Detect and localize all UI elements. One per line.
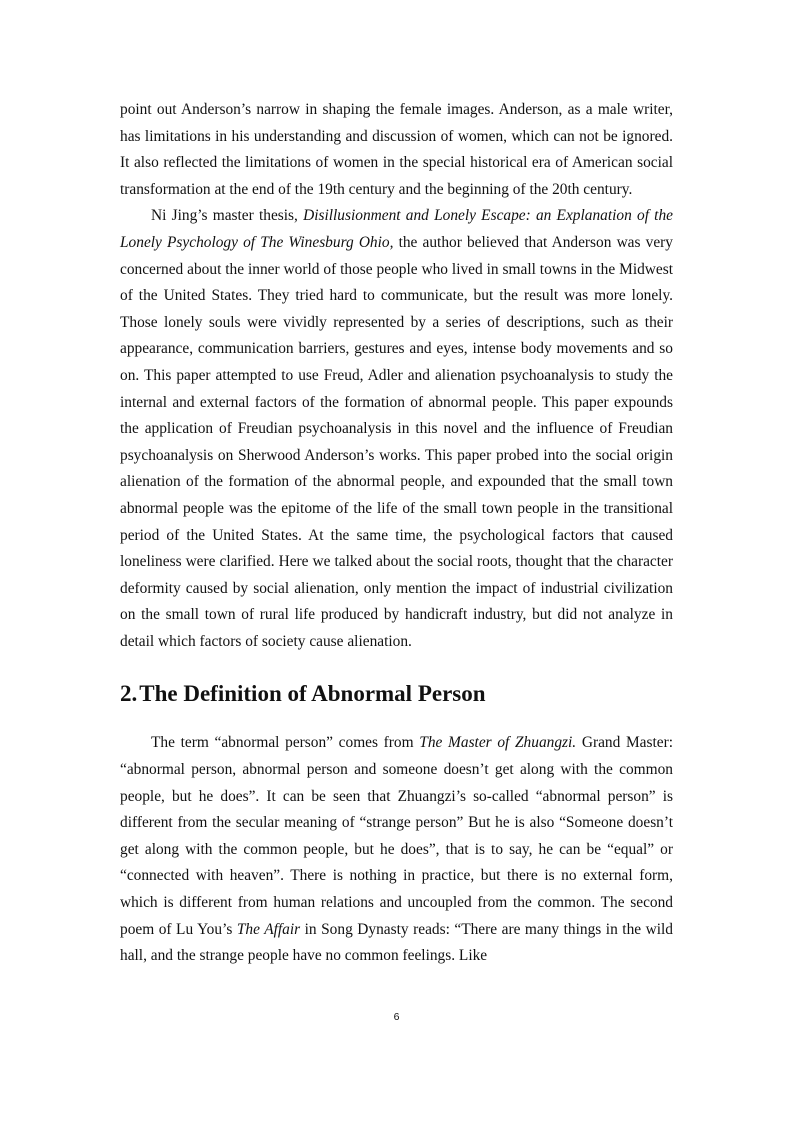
paragraph-lead: The term “abnormal person” comes from — [151, 734, 420, 752]
thesis-title: Disillusionment and Lonely Escape: an Explanation of the Lonely Psychology of The Winesburg Ohio, — [120, 207, 673, 251]
paragraph-text: point out Anderson’s narrow in shaping the female images. Anderson, as a male writer, has limitations in his understanding and discussion of women, which can not be ignored. It also reflected the limitations of women in the special historical era of American social transformation at the end of the 19th century and the beginning of the 20th century. — [120, 101, 673, 198]
page-body — [120, 97, 673, 970]
page-number: 6 — [393, 1011, 400, 1023]
work-title-affair: The Affair — [236, 920, 301, 938]
paragraph-text-end: in Song Dynasty reads: “There are many things in the wild hall, and the strange people have no common feelings. Like — [120, 920, 673, 965]
section-number: 2. — [120, 681, 138, 707]
body-paragraph-1 — [120, 97, 673, 203]
paragraph-lead: Ni Jing’s master thesis, — [151, 207, 304, 225]
section-title: The Definition of Abnormal Person — [139, 681, 486, 707]
work-title-zhuangzi: The Master of Zhuangzi. — [419, 734, 577, 752]
body-paragraph-2 — [120, 203, 673, 655]
section-heading — [120, 679, 673, 709]
paragraph-text: the author believed that Anderson was very concerned about the inner world of those people who lived in small towns in the Midwest of the United States. They tried hard to communicate, but the result was more lonely. Those lonely souls were vividly represented by a series of descriptions, such as their appearance, communication barriers, gestures and eyes, intense body movements and so on. This paper attempted to use Freud, Adler and alienation psychoanalysis to study the internal and external factors of the formation of abnormal people. This paper expounds the application of Freudian psychoanalysis in this novel and the influence of Freudian psychoanalysis on Sherwood Anderson’s works. This paper probed into the social origin alienation of the formation of the abnormal people, and expounded that the small town abnormal people was the epitome of the life of the small town people in the transitional period of the United States. At the same time, the psychological factors that caused loneliness were clarified. Here we talked about the social roots, thought that the character deformity caused by social alienation, only mention the impact of industrial civilization on the small town of rural life produced by handicraft industry, but did not analyze in detail which factors of society cause alienation. — [120, 233, 673, 650]
paragraph-text: Grand Master: “abnormal person, abnormal person and someone doesn’t get along with the common people, but he does”. It can be seen that Zhuangzi’s so-called “abnormal person” is different from the secular meaning of “strange person” But he is also “Someone doesn’t get along with the common people, but he does”, that is to say, he can be “equal” or “connected with heaven”. There is nothing in practice, but there is no external form, which is different from human relations and uncoupled from the common. The second poem of Lu You’s — [120, 734, 673, 938]
body-paragraph-3 — [120, 730, 673, 969]
